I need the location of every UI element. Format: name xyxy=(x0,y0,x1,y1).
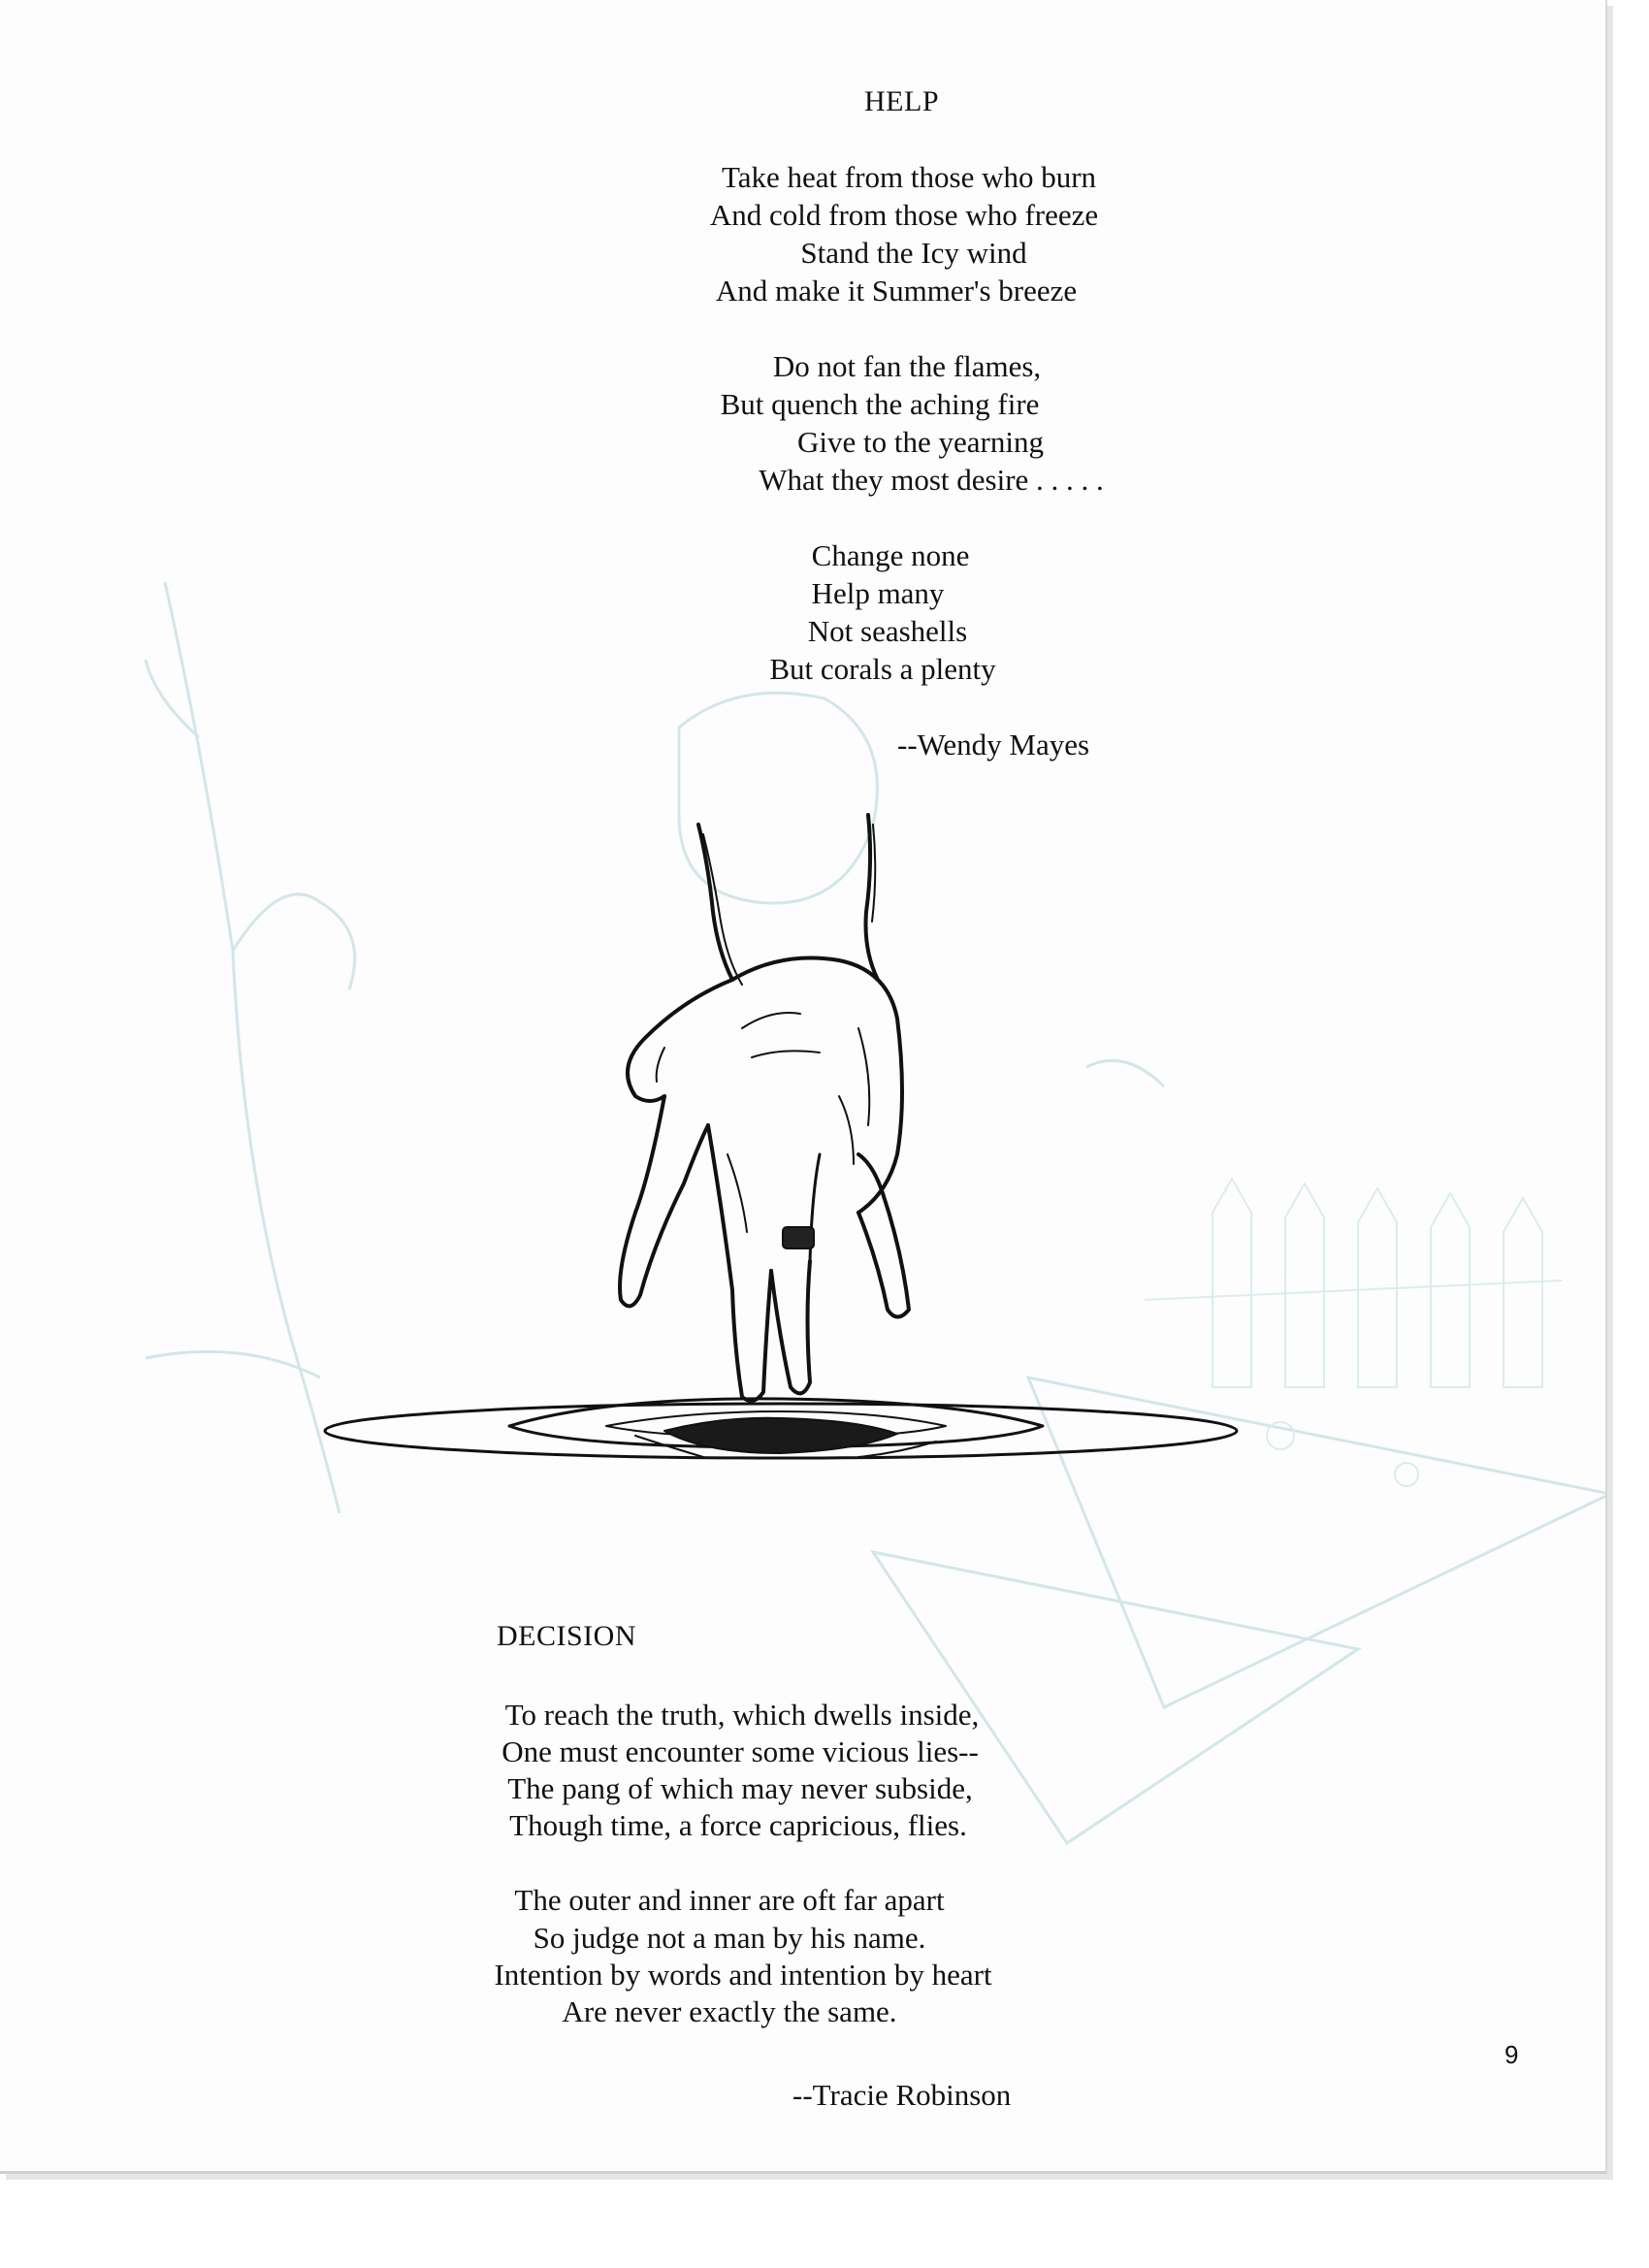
help-line: Help many xyxy=(811,576,945,610)
decision-line: So judge not a man by his name. xyxy=(533,1921,926,1955)
hand-dipping-fingers-in-water-icon xyxy=(315,805,1246,1474)
help-line: Do not fan the flames, xyxy=(772,349,1042,383)
help-line: Change none xyxy=(811,538,970,572)
help-title: HELP xyxy=(864,85,939,117)
help-line: Give to the yearning xyxy=(797,425,1044,459)
help-line: What they most desire . . . . . xyxy=(759,463,1104,497)
decision-title: DECISION xyxy=(497,1620,636,1652)
help-line: But quench the aching fire xyxy=(720,387,1040,421)
decision-line: Intention by words and intention by heart xyxy=(494,1958,992,1992)
decision-line: The pang of which may never subside, xyxy=(507,1771,973,1805)
help-line: Stand the Icy wind xyxy=(800,236,1027,270)
decision-line: Are never exactly the same. xyxy=(562,1994,897,2028)
help-line: And make it Summer's breeze xyxy=(715,274,1078,308)
decision-line: Though time, a force capricious, flies. xyxy=(509,1808,967,1842)
decision-author: --Tracie Robinson xyxy=(792,2078,1012,2112)
decision-line: To reach the truth, which dwells inside, xyxy=(504,1698,980,1732)
help-author: --Wendy Mayes xyxy=(897,728,1090,761)
help-line: And cold from those who freeze xyxy=(709,198,1099,232)
page-number: 9 xyxy=(1504,2040,1519,2069)
help-line: Not seashells xyxy=(807,614,968,648)
help-line: But corals a plenty xyxy=(769,652,996,686)
decision-line: The outer and inner are oft far apart xyxy=(514,1883,945,1917)
decision-line: One must encounter some vicious lies-- xyxy=(501,1734,979,1768)
help-line: Take heat from those who burn xyxy=(721,160,1097,194)
